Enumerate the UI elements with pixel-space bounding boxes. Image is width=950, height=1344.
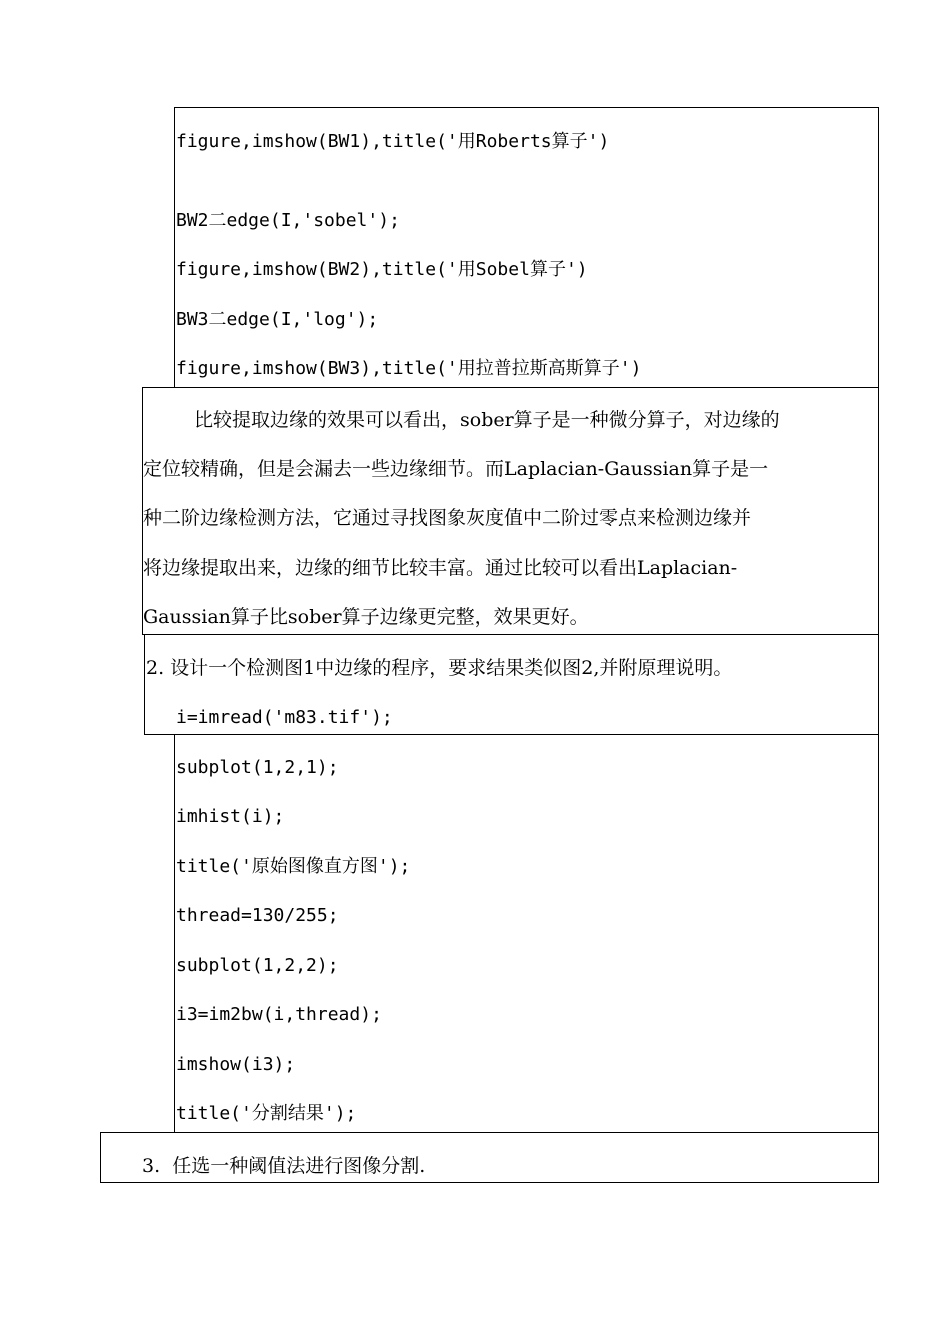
code-line: BW2二edge(I,'sobel'); <box>176 210 400 231</box>
question-3-heading: 3. 任选一种阈值法进行图像分割. <box>142 1155 426 1177</box>
code-line: BW3二edge(I,'log'); <box>176 309 379 330</box>
code-line: i3=im2bw(i,thread); <box>176 1004 382 1025</box>
code-line: imhist(i); <box>176 806 285 827</box>
code-line: i=imread('m83.tif'); <box>176 707 393 728</box>
conclusion-line: Gaussian算子比sober算子边缘更完整，效果更好。 <box>143 606 589 628</box>
code-line: subplot(1,2,2); <box>176 955 339 976</box>
code-line: subplot(1,2,1); <box>176 757 339 778</box>
code-line: thread=130/255; <box>176 905 339 926</box>
code-line: figure,imshow(BW2),title('用Sobel算子') <box>176 259 588 280</box>
code-line: imshow(i3); <box>176 1054 296 1075</box>
conclusion-line: 定位较精确，但是会漏去一些边缘细节。而Laplacian-Gaussian算子是一 <box>143 458 769 480</box>
question-2-heading: 2. 设计一个检测图1中边缘的程序，要求结果类似图2,并附原理说明。 <box>146 657 733 679</box>
conclusion-line: 将边缘提取出来，边缘的细节比较丰富。通过比较可以看出Laplacian- <box>143 557 738 579</box>
code-line: figure,imshow(BW3),title('用拉普拉斯高斯算子') <box>176 358 642 379</box>
conclusion-line: 种二阶边缘检测方法，它通过寻找图象灰度值中二阶过零点来检测边缘并 <box>143 507 752 529</box>
code-line: figure,imshow(BW1),title('用Roberts算子') <box>176 131 610 152</box>
conclusion-line: 比较提取边缘的效果可以看出，sober算子是一种微分算子，对边缘的 <box>194 409 780 431</box>
code-line: title('分割结果'); <box>176 1103 357 1124</box>
code-line: title('原始图像直方图'); <box>176 856 411 877</box>
